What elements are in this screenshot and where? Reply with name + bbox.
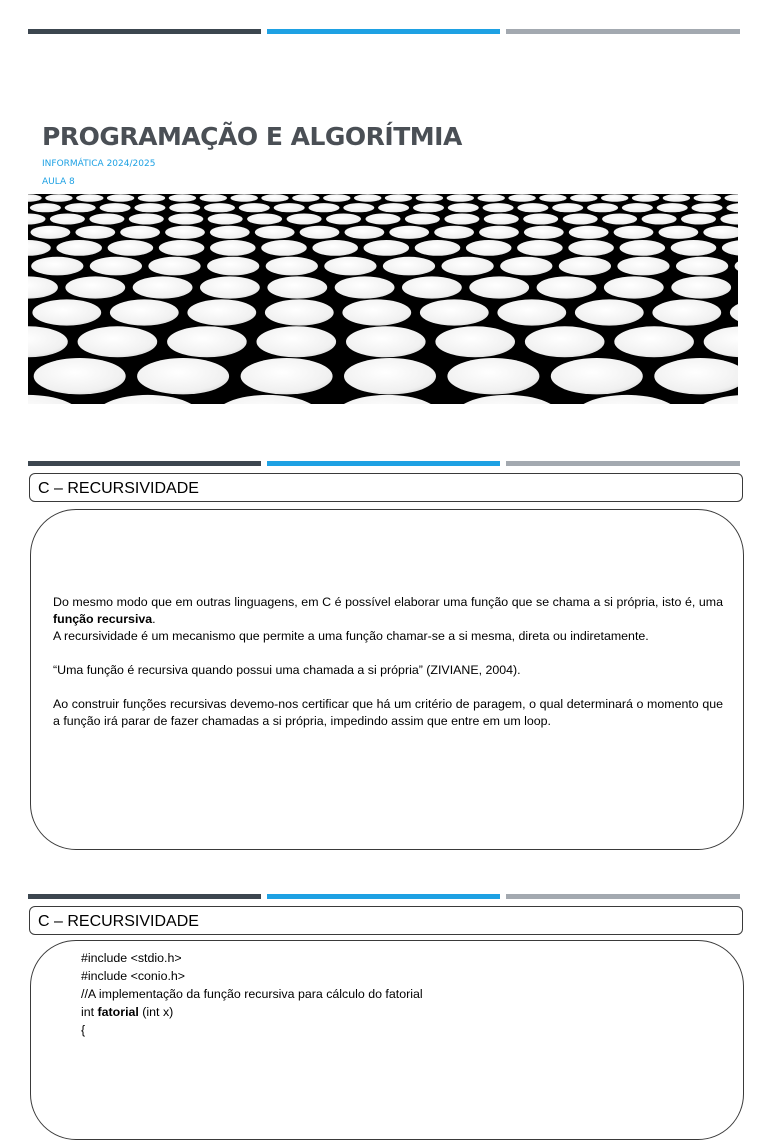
disc	[309, 203, 340, 212]
disc	[378, 203, 409, 212]
code-line-5: {	[81, 1023, 86, 1037]
slide3-bar-blue	[267, 894, 500, 899]
disc	[413, 203, 444, 212]
disc	[108, 240, 154, 256]
disc	[483, 203, 514, 212]
disc	[187, 299, 256, 325]
disc	[343, 203, 374, 212]
disc	[469, 276, 529, 298]
disc	[568, 240, 614, 256]
disc	[681, 214, 716, 225]
disc	[165, 226, 205, 239]
disc	[614, 226, 654, 239]
code-line-4-pre: int	[81, 1005, 98, 1019]
p1-bold: função recursiva	[53, 612, 153, 626]
disc	[601, 194, 628, 202]
disc	[31, 257, 83, 276]
disc	[559, 257, 611, 276]
disc	[312, 240, 358, 256]
disc	[632, 194, 659, 202]
disc	[78, 326, 158, 357]
disc	[28, 395, 81, 404]
disc	[720, 214, 738, 225]
disc	[500, 257, 552, 276]
slide2-content	[30, 509, 744, 850]
disc	[168, 214, 203, 225]
code-line-2: #include <conio.h>	[81, 969, 186, 983]
disc	[231, 194, 258, 202]
disc	[169, 194, 196, 202]
disc	[45, 194, 72, 202]
disc	[210, 240, 256, 256]
disc	[614, 326, 694, 357]
disc	[602, 214, 637, 225]
disc	[671, 240, 717, 256]
disc	[133, 276, 193, 298]
disc	[448, 203, 479, 212]
disc	[420, 299, 489, 325]
disc	[200, 276, 260, 298]
disc	[587, 203, 618, 212]
disc	[563, 214, 598, 225]
disc	[265, 299, 334, 325]
disc	[604, 276, 664, 298]
disc	[342, 299, 411, 325]
disc	[405, 214, 440, 225]
disc	[454, 395, 560, 404]
paragraph-4: Ao construir funções recursivas devemo-nos certificar que há um critério de paragem, o qual determinará o momento que a função irá parar de fazer chamadas a si própria, impedindo assim que entre em um loop.	[53, 697, 723, 728]
slide3-bar-grey	[506, 894, 740, 899]
code-line-1: #include <stdio.h>	[81, 951, 182, 965]
disc	[120, 226, 160, 239]
slide3-content	[30, 940, 744, 1140]
disc	[65, 276, 125, 298]
disc	[366, 214, 401, 225]
disc	[30, 203, 61, 212]
disc	[722, 240, 738, 256]
page-title: PROGRAMAÇÃO E ALGORÍTMIA	[42, 122, 462, 151]
disc	[129, 214, 164, 225]
paragraph-3: “Uma função é recursiva quando possui uma chamada a si própria” (ZIVIANE, 2004).	[53, 663, 521, 677]
disc	[208, 214, 243, 225]
disc	[447, 194, 474, 202]
disc	[444, 214, 479, 225]
disc	[389, 226, 429, 239]
disc	[247, 214, 282, 225]
disc	[134, 203, 165, 212]
disc	[257, 326, 337, 357]
disc	[28, 214, 46, 225]
disc	[434, 226, 474, 239]
disc	[659, 226, 699, 239]
slide2-header-text: C – RECURSIVIDADE	[38, 480, 199, 497]
code-line-4-post: (int x)	[138, 1005, 174, 1019]
disc	[552, 203, 583, 212]
disc	[241, 358, 333, 394]
disc	[300, 226, 340, 239]
disc	[28, 240, 51, 256]
disc	[167, 326, 247, 357]
disc	[671, 276, 731, 298]
disc	[385, 194, 412, 202]
disc	[287, 214, 322, 225]
slide3-header	[29, 906, 743, 935]
disc	[517, 203, 548, 212]
disc	[75, 226, 115, 239]
disc	[56, 240, 102, 256]
disc	[239, 203, 270, 212]
disc	[169, 203, 200, 212]
p1-end: .	[152, 612, 156, 626]
disc	[466, 240, 512, 256]
slide3-bar-dark	[28, 894, 261, 899]
disc	[28, 326, 68, 357]
disc	[704, 326, 738, 357]
code-block	[81, 949, 423, 1039]
top-bar-grey	[506, 29, 740, 34]
disc	[76, 194, 103, 202]
p1-text: Do mesmo modo que em outras linguagens, em C é possível elaborar uma função que se chama a si própria, isto é, uma	[53, 595, 723, 609]
disc	[569, 226, 609, 239]
disc	[622, 203, 653, 212]
disc	[524, 226, 564, 239]
disc	[479, 226, 519, 239]
disc	[657, 203, 688, 212]
disc	[267, 276, 327, 298]
disc	[148, 257, 200, 276]
disc	[416, 194, 443, 202]
disc	[274, 203, 305, 212]
disc	[642, 214, 677, 225]
disc	[478, 194, 505, 202]
slide2-text	[53, 594, 723, 730]
disc	[537, 276, 597, 298]
top-bar-blue	[267, 29, 500, 34]
disc	[89, 214, 124, 225]
disc	[725, 194, 739, 202]
disc	[654, 358, 738, 394]
disc	[447, 358, 539, 394]
disc	[517, 240, 563, 256]
disc	[28, 276, 58, 298]
disc	[334, 395, 440, 404]
paragraph-1	[53, 594, 723, 628]
disc	[570, 194, 597, 202]
disc	[525, 326, 605, 357]
disc	[402, 276, 462, 298]
disc	[110, 299, 179, 325]
disc	[652, 299, 721, 325]
disc	[694, 194, 721, 202]
top-bar-dark	[28, 29, 261, 34]
disc	[539, 194, 566, 202]
disc	[663, 194, 690, 202]
disc	[345, 226, 385, 239]
disc	[346, 326, 426, 357]
paragraph-2: A recursividade é um mecanismo que permite a uma função chamar-se a si mesma, direta ou indiretamente.	[53, 629, 649, 643]
disc	[726, 203, 738, 212]
code-line-3: //A implementação da função recursiva para cálculo do fatorial	[81, 987, 423, 1001]
disc	[50, 214, 85, 225]
disc	[415, 240, 461, 256]
disc	[575, 299, 644, 325]
disc	[354, 194, 381, 202]
disc	[484, 214, 519, 225]
disc	[323, 194, 350, 202]
disc	[214, 395, 320, 404]
disc	[735, 257, 738, 276]
disc	[523, 214, 558, 225]
disc	[694, 395, 738, 404]
course-subtitle: INFORMÁTICA 2024/2025	[42, 159, 156, 169]
disc	[326, 214, 361, 225]
disc	[497, 299, 566, 325]
disc	[324, 257, 376, 276]
disc	[32, 299, 101, 325]
disc	[95, 395, 201, 404]
disc	[210, 226, 250, 239]
disc	[617, 257, 669, 276]
disc	[90, 257, 142, 276]
disc	[292, 194, 319, 202]
disc	[159, 240, 205, 256]
disc	[620, 240, 666, 256]
disc	[335, 276, 395, 298]
code-line-4-bold: fatorial	[97, 1005, 139, 1019]
slide2-bar-blue	[267, 461, 500, 466]
slide3-header-text: C – RECURSIVIDADE	[38, 913, 199, 930]
disc	[207, 257, 259, 276]
cover-image	[28, 194, 738, 404]
disc	[435, 326, 515, 357]
disc	[28, 194, 42, 202]
disc	[261, 240, 307, 256]
disc	[34, 358, 126, 394]
slide2-bar-grey	[506, 461, 740, 466]
disc	[65, 203, 96, 212]
disc	[676, 257, 728, 276]
disc	[100, 203, 131, 212]
disc	[107, 194, 134, 202]
disc	[574, 395, 680, 404]
lesson-subtitle: AULA 8	[42, 177, 75, 187]
disc	[137, 358, 229, 394]
disc	[692, 203, 723, 212]
disc	[204, 203, 235, 212]
disc	[31, 226, 71, 239]
slide2-header	[29, 473, 743, 502]
disc	[364, 240, 410, 256]
disc	[200, 194, 227, 202]
disc	[508, 194, 535, 202]
disc	[551, 358, 643, 394]
code-line-4	[81, 1003, 423, 1021]
slide2-bar-dark	[28, 461, 261, 466]
disc	[383, 257, 435, 276]
disc	[703, 226, 738, 239]
disc	[730, 299, 738, 325]
disc	[344, 358, 436, 394]
disc	[442, 257, 494, 276]
disc	[138, 194, 165, 202]
disc	[255, 226, 295, 239]
disc	[266, 257, 318, 276]
disc	[261, 194, 288, 202]
